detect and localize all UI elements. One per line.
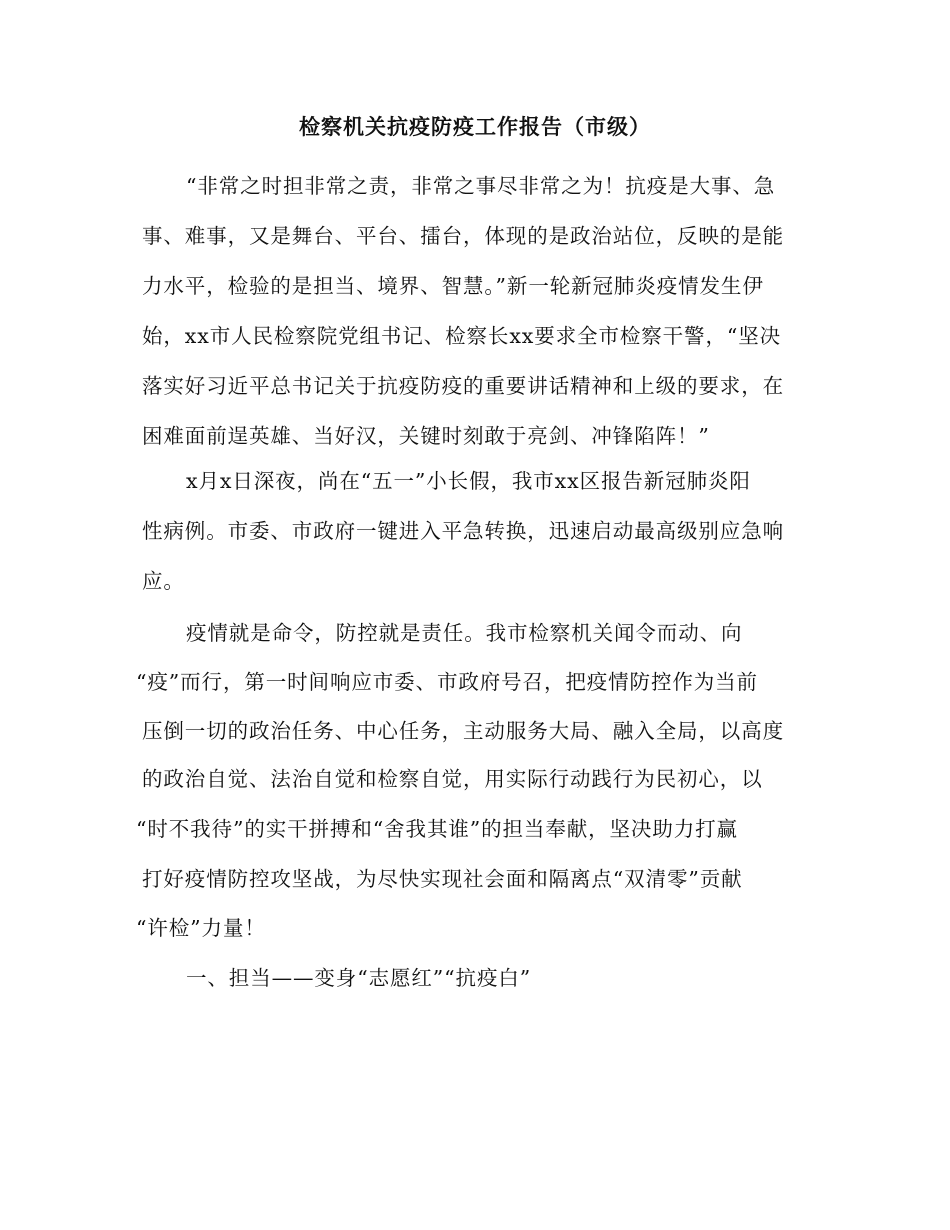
text-line: 事、难事，又是舞台、平台、擂台，体现的是政治站位，反映的是能	[142, 224, 784, 248]
text-line: 应。	[142, 569, 185, 593]
text-line: 落实好习近平总书记关于抗疫防疫的重要讲话精神和上级的要求，在	[142, 374, 784, 398]
text-line: “非常之时担非常之责，非常之事尽非常之为！抗疫是大事、急	[186, 174, 776, 198]
text-line: 打好疫情防控攻坚战，为尽快实现社会面和隔离点“双清零”贡献	[142, 867, 743, 891]
text-line: 性病例。市委、市政府一键进入平急转换，迅速启动最高级别应急响	[142, 519, 784, 543]
section-heading: 一、担当——变身“志愿红”“抗疫白”	[186, 966, 532, 990]
text-line: x月x日深夜，尚在“五一”小长假，我市xx区报告新冠肺炎阳	[186, 469, 751, 493]
text-line: 力水平，检验的是担当、境界、智慧。”新一轮新冠肺炎疫情发生伊	[142, 274, 764, 298]
text-line: 困难面前逞英雄、当好汉，关键时刻敢于亮剑、冲锋陷阵！”	[142, 424, 710, 448]
text-line: “疫”而行，第一时间响应市委、市政府号召，把疫情防控作为当前	[136, 670, 758, 694]
document-title: 检察机关抗疫防疫工作报告（市级）	[299, 114, 651, 139]
text-line: “时不我待”的实干拼搏和“舍我其谁”的担当奉献，坚决助力打赢	[136, 817, 738, 841]
text-line: “许检”力量！	[136, 916, 266, 940]
text-line: 的政治自觉、法治自觉和检察自觉，用实际行动践行为民初心，以	[142, 767, 763, 791]
text-line: 始，xx市人民检察院党组书记、检察长xx要求全市检察干警，“坚决	[142, 324, 782, 348]
text-line: 疫情就是命令，防控就是责任。我市检察机关闻令而动、向	[186, 621, 743, 645]
text-line: 压倒一切的政治任务、中心任务，主动服务大局、融入全局，以高度	[142, 719, 784, 743]
